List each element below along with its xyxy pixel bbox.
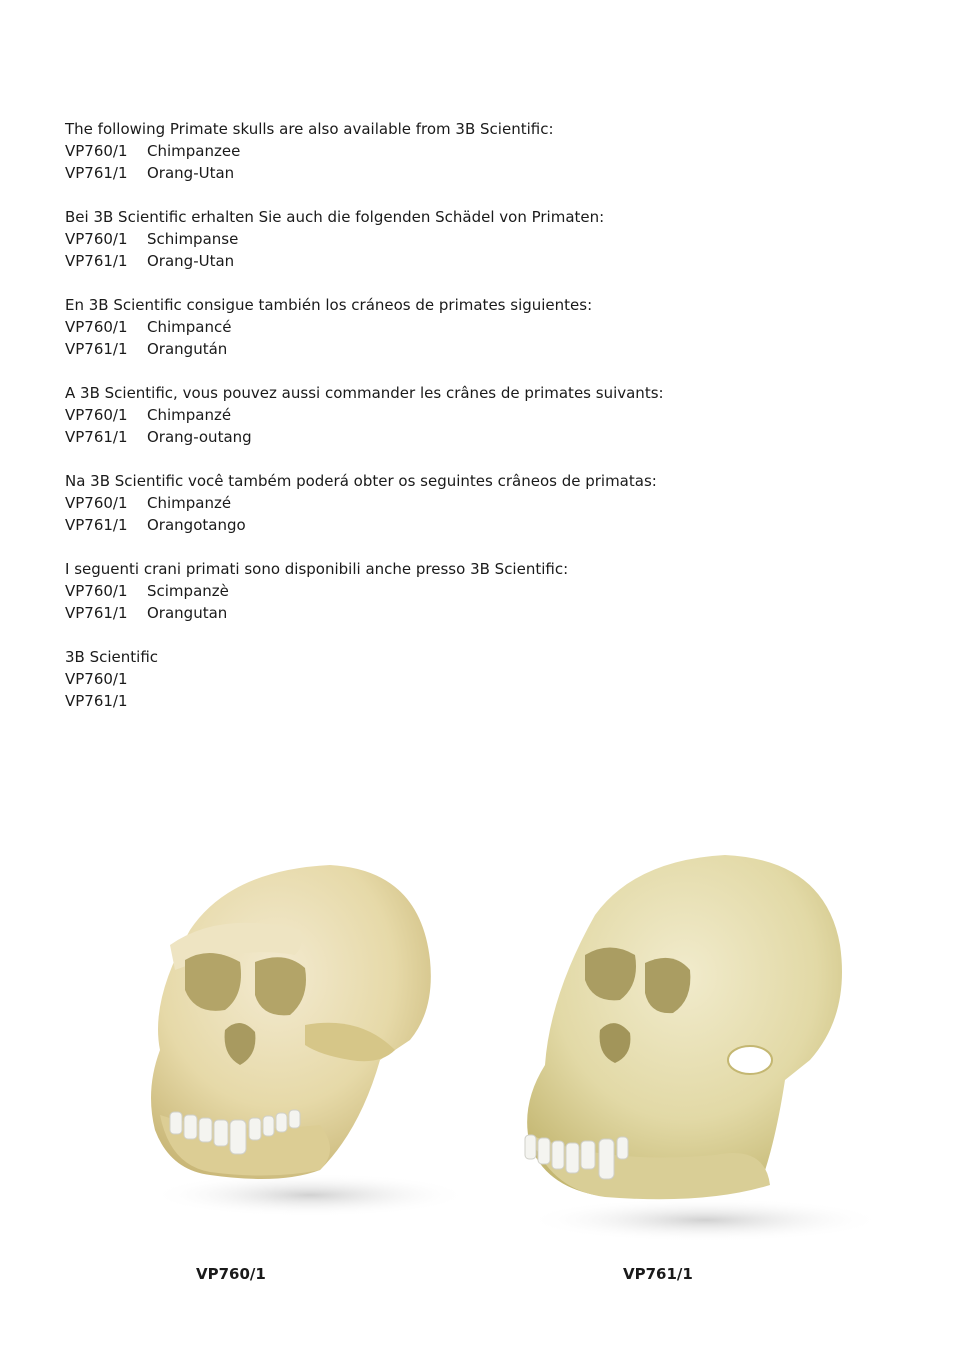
list-item: [65, 404, 925, 426]
chimpanzee-skull-image: [130, 850, 460, 1220]
block-english: [65, 118, 925, 184]
product-name: Chimpanzee: [147, 142, 241, 160]
block-heading: Na 3B Scientific você também poderá obter os seguintes crâneos de primatas:: [65, 472, 657, 490]
product-list-text: [65, 118, 925, 734]
block-heading: Bei 3B Scientific erhalten Sie auch die folgenden Schädel von Primaten:: [65, 208, 605, 226]
block-german: [65, 206, 925, 272]
block-spanish: [65, 294, 925, 360]
block-heading: 3B Scientific: [65, 648, 159, 666]
product-code: VP761/1: [65, 604, 128, 622]
product-code: VP761/1: [65, 164, 128, 182]
block-french: [65, 382, 925, 448]
list-item: [65, 426, 925, 448]
block-heading: I seguenti crani primati sono disponibili anche presso 3B Scientific:: [65, 560, 569, 578]
block-portuguese: [65, 470, 925, 536]
caption-left: VP760/1: [196, 1265, 266, 1283]
chimpanzee-skull-photo: [130, 850, 460, 1220]
product-code: VP760/1: [65, 142, 128, 160]
block-other: [65, 646, 925, 712]
list-item: [65, 580, 925, 602]
list-item: [65, 140, 925, 162]
product-name: Chimpancé: [147, 318, 232, 336]
orangutan-skull-image: [505, 845, 905, 1245]
product-code: VP761/1: [65, 340, 128, 358]
block-italian: [65, 558, 925, 624]
list-item: [65, 338, 925, 360]
list-item: [65, 602, 925, 624]
product-name: Chimpanzé: [147, 406, 232, 424]
caption-right: VP761/1: [623, 1265, 693, 1283]
product-name: Scimpanzè: [147, 582, 229, 600]
product-name: Orangután: [147, 340, 228, 358]
product-code: VP761/1: [65, 516, 128, 534]
list-item: [65, 668, 925, 690]
product-code: VP761/1: [65, 252, 128, 270]
list-item: [65, 492, 925, 514]
block-heading: The following Primate skulls are also available from 3B Scientific:: [65, 120, 554, 138]
product-name: Orang-Utan: [147, 252, 235, 270]
product-name: Schimpanse: [147, 230, 239, 248]
list-item: [65, 514, 925, 536]
product-name: Chimpanzé: [147, 494, 232, 512]
block-heading: A 3B Scientific, vous pouvez aussi commander les crânes de primates suivants:: [65, 384, 664, 402]
list-item: [65, 690, 925, 712]
orangutan-skull-photo: [505, 845, 905, 1245]
product-code: VP760/1: [65, 670, 128, 688]
product-code: VP760/1: [65, 582, 128, 600]
list-item: [65, 162, 925, 184]
product-name: Orangutan: [147, 604, 228, 622]
product-name: Orang-outang: [147, 428, 252, 446]
list-item: [65, 316, 925, 338]
product-code: VP761/1: [65, 428, 128, 446]
block-heading: En 3B Scientific consigue también los cráneos de primates siguientes:: [65, 296, 593, 314]
product-name: Orangotango: [147, 516, 246, 534]
product-code: VP760/1: [65, 230, 128, 248]
product-code: VP760/1: [65, 406, 128, 424]
product-name: Orang-Utan: [147, 164, 235, 182]
list-item: [65, 228, 925, 250]
product-code: VP760/1: [65, 494, 128, 512]
list-item: [65, 250, 925, 272]
product-code: VP761/1: [65, 692, 128, 710]
product-code: VP760/1: [65, 318, 128, 336]
